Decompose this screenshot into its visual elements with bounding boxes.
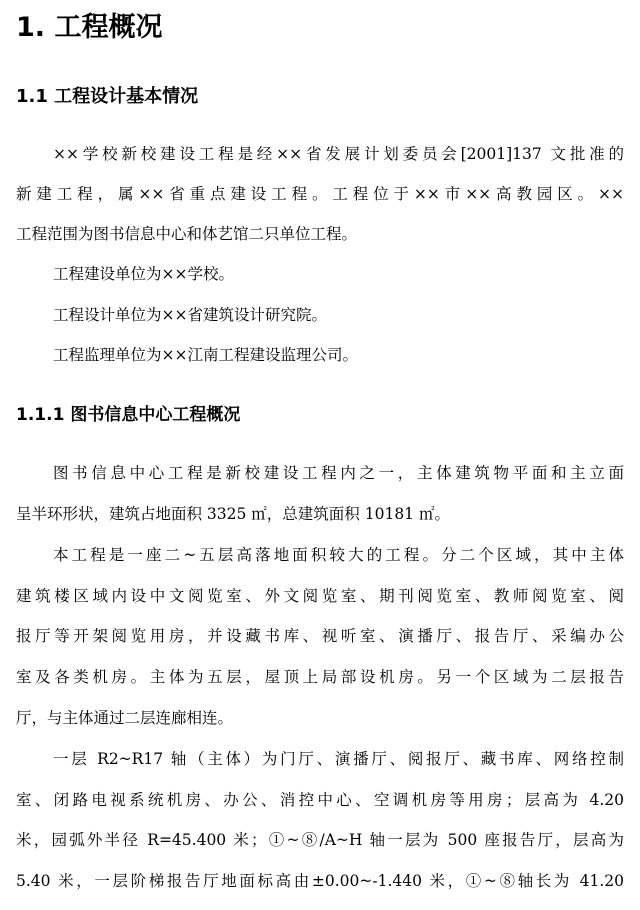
subsection-heading: 1.1 工程设计基本情况 [16, 86, 199, 107]
paragraph-line: 新建工程，属××省重点建设工程。工程位于××市××高教园区。×× [16, 185, 624, 203]
paragraph-line: 一层 R2~R17 轴（主体）为门厅、演播厅、阅报厅、藏书库、网络控制 [53, 750, 624, 768]
paragraph-line: ××学校新校建设工程是经××省发展计划委员会[2001]137 文批准的 [53, 145, 624, 163]
paragraph-line: 工程监理单位为××江南工程建设监理公司。 [53, 346, 358, 364]
paragraph-line: 米，园弧外半径 R=45.400 米；①~⑧/A~H 轴一层为 500 座报告厅，层高为 [16, 831, 624, 849]
paragraph-line: 工程建设单位为××学校。 [53, 265, 234, 283]
section-heading: 1. 工程概况 [16, 12, 163, 43]
paragraph-line: 报厅等开架阅览用房，并设藏书库、视听室、演播厅、报告厅、采编办公 [16, 627, 624, 645]
paragraph-line: 5.40 米，一层阶梯报告厅地面标高由±0.00~-1.440 米，①~⑧轴长为 41.20 [16, 872, 624, 890]
paragraph-line: 厅，与主体通过二层连廊相连。 [16, 709, 234, 727]
paragraph-line: 图书信息中心工程是新校建设工程内之一，主体建筑物平面和主立面 [53, 464, 624, 482]
paragraph-line: 呈半环形状，建筑占地面积 3325 ㎡，总建筑面积 10181 ㎡。 [16, 505, 450, 523]
paragraph-line: 室及各类机房。主体为五层，屋顶上局部设机房。另一个区域为二层报告 [16, 668, 624, 686]
paragraph-line: 工程设计单位为××省建筑设计研究院。 [53, 306, 327, 324]
paragraph-line: 建筑楼区域内设中文阅览室、外文阅览室、期刊阅览室、教师阅览室、阅 [16, 587, 624, 605]
paragraph-line: 工程范围为图书信息中心和体艺馆二只单位工程。 [16, 225, 358, 243]
subsubsection-heading: 1.1.1 图书信息中心工程概况 [16, 405, 241, 425]
paragraph-line: 本工程是一座二~五层高落地面积较大的工程。分二个区域，其中主体 [53, 546, 624, 564]
paragraph-line: 室、闭路电视系统机房、办公、消控中心、空调机房等用房；层高为 4.20 [16, 791, 624, 809]
